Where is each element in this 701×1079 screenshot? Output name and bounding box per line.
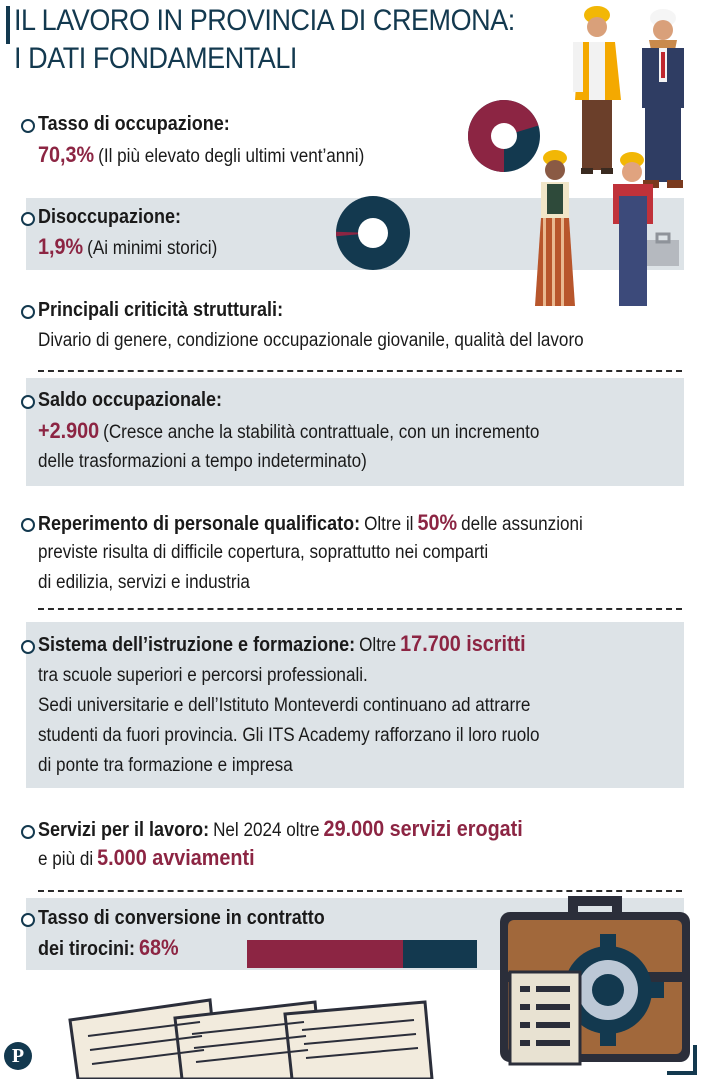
bullet-icon — [21, 913, 35, 927]
istruzione-text-3: Sedi universitarie e dell’Istituto Monteverdi continuano ad attrarre — [38, 695, 531, 716]
istruzione-line1 — [38, 631, 526, 658]
occupazione-note: (Il più elevato degli ultimi vent’anni) — [98, 146, 365, 167]
donut-hole — [358, 218, 388, 248]
reperimento-text-3: di edilizia, servizi e industria — [38, 572, 250, 593]
reperimento-label: Reperimento di personale qualificato: — [38, 513, 361, 535]
title-accent-bar — [6, 6, 10, 44]
bullet-icon — [21, 305, 35, 319]
istruzione-text-4: studenti da fuori provincia. Gli ITS Academy rafforzano il loro ruolo — [38, 725, 540, 746]
disoccupazione-note: (Ai minimi storici) — [87, 238, 218, 259]
tirocini-line2 — [38, 935, 179, 961]
istruzione-label: Sistema dell’istruzione e formazione: — [38, 634, 356, 656]
disoccupazione-label: Disoccupazione: — [38, 206, 182, 228]
bullet-icon — [21, 395, 35, 409]
pie-hole — [491, 123, 517, 149]
reperimento-line1 — [38, 510, 583, 537]
occupazione-value: 70,3% — [38, 142, 95, 167]
disoccupazione-value: 1,9% — [38, 234, 84, 259]
page-title: IL LAVORO IN PROVINCIA DI CREMONA: — [14, 4, 515, 37]
servizi-line1 — [38, 816, 523, 843]
divider — [38, 608, 682, 610]
page-subtitle: I DATI FONDAMENTALI — [14, 42, 297, 75]
bullet-icon — [21, 640, 35, 654]
saldo-text-2: delle trasformazioni a tempo indeterminato) — [38, 451, 367, 472]
servizi-line2 — [38, 845, 255, 872]
criticita-label: Principali criticità strutturali: — [38, 299, 284, 321]
documents-illustration — [60, 980, 480, 1079]
disoccupazione-line — [38, 234, 217, 261]
servizi-line2-pre: e più di — [38, 849, 94, 870]
servizi-pre: Nel 2024 oltre — [213, 820, 320, 841]
reperimento-value: 50% — [417, 510, 458, 535]
tirocini-bar-fill — [247, 940, 403, 968]
tirocini-label-2: dei tirocini: — [38, 938, 136, 960]
briefcase-gear-illustration — [490, 882, 700, 1072]
istruzione-text-2: tra scuole superiori e percorsi professionali. — [38, 665, 368, 686]
tirocini-bar — [247, 940, 477, 968]
saldo-line1 — [38, 418, 539, 445]
divider — [38, 370, 682, 372]
disoccupazione-donut-chart — [334, 194, 412, 272]
istruzione-text-5: di ponte tra formazione e impresa — [38, 755, 293, 776]
servizi-label: Servizi per il lavoro: — [38, 819, 210, 841]
occupazione-label: Tasso di occupazione: — [38, 113, 230, 135]
occupazione-line — [38, 142, 364, 169]
bullet-icon — [21, 212, 35, 226]
criticita-text: Divario di genere, condizione occupazionale giovanile, qualità del lavoro — [38, 330, 584, 351]
reperimento-pre: Oltre il — [364, 514, 414, 535]
bullet-icon — [21, 518, 35, 532]
corner-mark — [667, 1045, 697, 1075]
istruzione-value: 17.700 iscritti — [400, 631, 526, 656]
bullet-icon — [21, 119, 35, 133]
workers-illustration — [525, 0, 701, 312]
istruzione-pre: Oltre — [359, 635, 397, 656]
reperimento-text-2: previste risulta di difficile copertura, soprattutto nei comparti — [38, 542, 489, 563]
servizi-value: 29.000 servizi erogati — [323, 816, 523, 841]
reperimento-post: delle assunzioni — [461, 514, 583, 535]
saldo-label: Saldo occupazionale: — [38, 389, 223, 411]
tirocini-value: 68% — [139, 935, 179, 960]
tirocini-label-1: Tasso di conversione in contratto — [38, 907, 325, 929]
servizi-value-2: 5.000 avviamenti — [97, 845, 255, 870]
saldo-value: +2.900 — [38, 418, 100, 443]
publisher-logo: P — [4, 1042, 32, 1070]
bullet-icon — [21, 825, 35, 839]
saldo-text-1: (Cresce anche la stabilità contrattuale, con un incremento — [103, 422, 540, 443]
